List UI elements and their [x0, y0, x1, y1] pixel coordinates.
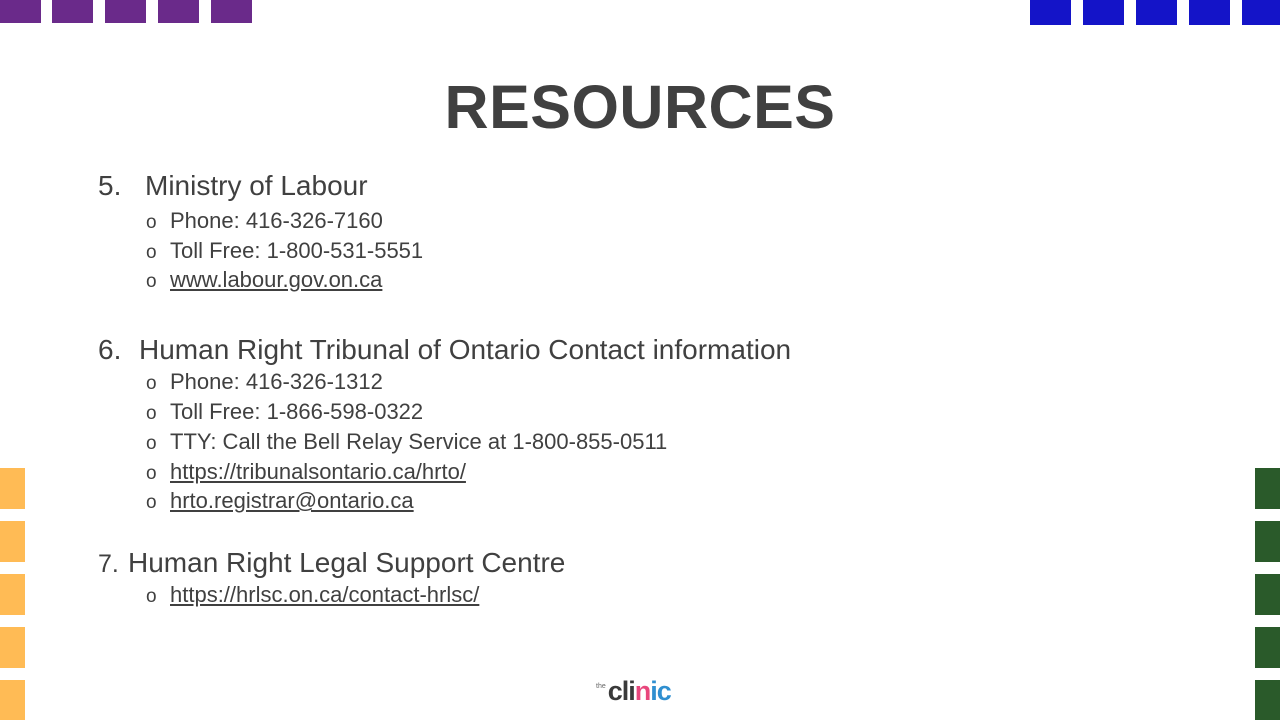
- decorative-square-yellow: [0, 680, 25, 720]
- section-heading-text: Ministry of Labour: [145, 170, 368, 201]
- decorative-square-yellow: [0, 574, 25, 615]
- hrto-website-link[interactable]: https://tribunalsontario.ca/hrto/: [170, 459, 466, 484]
- decorative-square-yellow: [0, 627, 25, 668]
- decorative-square-purple: [52, 0, 93, 23]
- section-number: 7.: [98, 550, 119, 578]
- decorative-square-green: [1255, 468, 1280, 509]
- decorative-square-purple: [0, 0, 41, 23]
- decorative-square-blue: [1030, 0, 1071, 25]
- list-item-text: Toll Free: 1-866-598-0322: [170, 399, 424, 424]
- bullet-icon: o: [146, 586, 157, 607]
- bullet-icon: o: [146, 271, 157, 292]
- list-item-text: TTY: Call the Bell Relay Service at 1-800-855-0511: [170, 429, 668, 454]
- list-item-text: Phone: 416-326-1312: [170, 369, 383, 394]
- decorative-square-yellow: [0, 521, 25, 562]
- bullet-icon: o: [146, 463, 157, 484]
- list-item: [146, 488, 414, 514]
- decorative-square-yellow: [0, 468, 25, 509]
- list-item: [146, 582, 479, 608]
- section-heading-hrto: [98, 334, 791, 366]
- list-item-text: Phone: 416-326-7160: [170, 208, 383, 233]
- list-item: [146, 369, 383, 395]
- list-item: [146, 267, 382, 293]
- section-heading-text: Human Right Legal Support Centre: [128, 547, 566, 578]
- bullet-icon: o: [146, 492, 157, 513]
- slide-title: RESOURCES: [444, 73, 836, 141]
- decorative-square-green: [1255, 680, 1280, 720]
- section-heading-text: Human Right Tribunal of Ontario Contact information: [139, 334, 792, 365]
- decorative-square-blue: [1242, 0, 1280, 25]
- bullet-icon: o: [146, 433, 157, 454]
- section-number: 6.: [98, 334, 122, 365]
- list-item-text: Toll Free: 1-800-531-5551: [170, 238, 424, 263]
- logo-word-part: n: [634, 676, 651, 706]
- bullet-icon: o: [146, 403, 157, 424]
- hrlsc-contact-link[interactable]: https://hrlsc.on.ca/contact-hrlsc/: [170, 582, 480, 607]
- bullet-icon: o: [146, 373, 157, 394]
- section-number: 5.: [98, 170, 122, 201]
- decorative-square-purple: [158, 0, 199, 23]
- list-item: [146, 429, 667, 455]
- decorative-square-green: [1255, 521, 1280, 562]
- decorative-square-blue: [1189, 0, 1230, 25]
- bullet-icon: o: [146, 242, 157, 263]
- list-item: [146, 399, 423, 425]
- list-item: [146, 238, 423, 264]
- decorative-square-blue: [1136, 0, 1177, 25]
- clinic-logo: [596, 676, 671, 706]
- decorative-square-green: [1255, 574, 1280, 615]
- decorative-square-purple: [105, 0, 146, 23]
- bullet-icon: o: [146, 212, 157, 233]
- logo-word: [608, 676, 671, 706]
- logo-word-part: ic: [650, 676, 671, 706]
- section-heading-hrlsc: [98, 547, 565, 579]
- logo-word-part: cli: [607, 676, 635, 706]
- list-item: [146, 208, 383, 234]
- logo-small-text: the: [596, 683, 606, 690]
- decorative-square-blue: [1083, 0, 1124, 25]
- section-heading-ministry-of-labour: [98, 170, 368, 202]
- list-item: [146, 459, 466, 485]
- labour-website-link[interactable]: www.labour.gov.on.ca: [170, 267, 383, 292]
- decorative-square-purple: [211, 0, 252, 23]
- decorative-square-green: [1255, 627, 1280, 668]
- hrto-email-link[interactable]: hrto.registrar@ontario.ca: [170, 488, 414, 513]
